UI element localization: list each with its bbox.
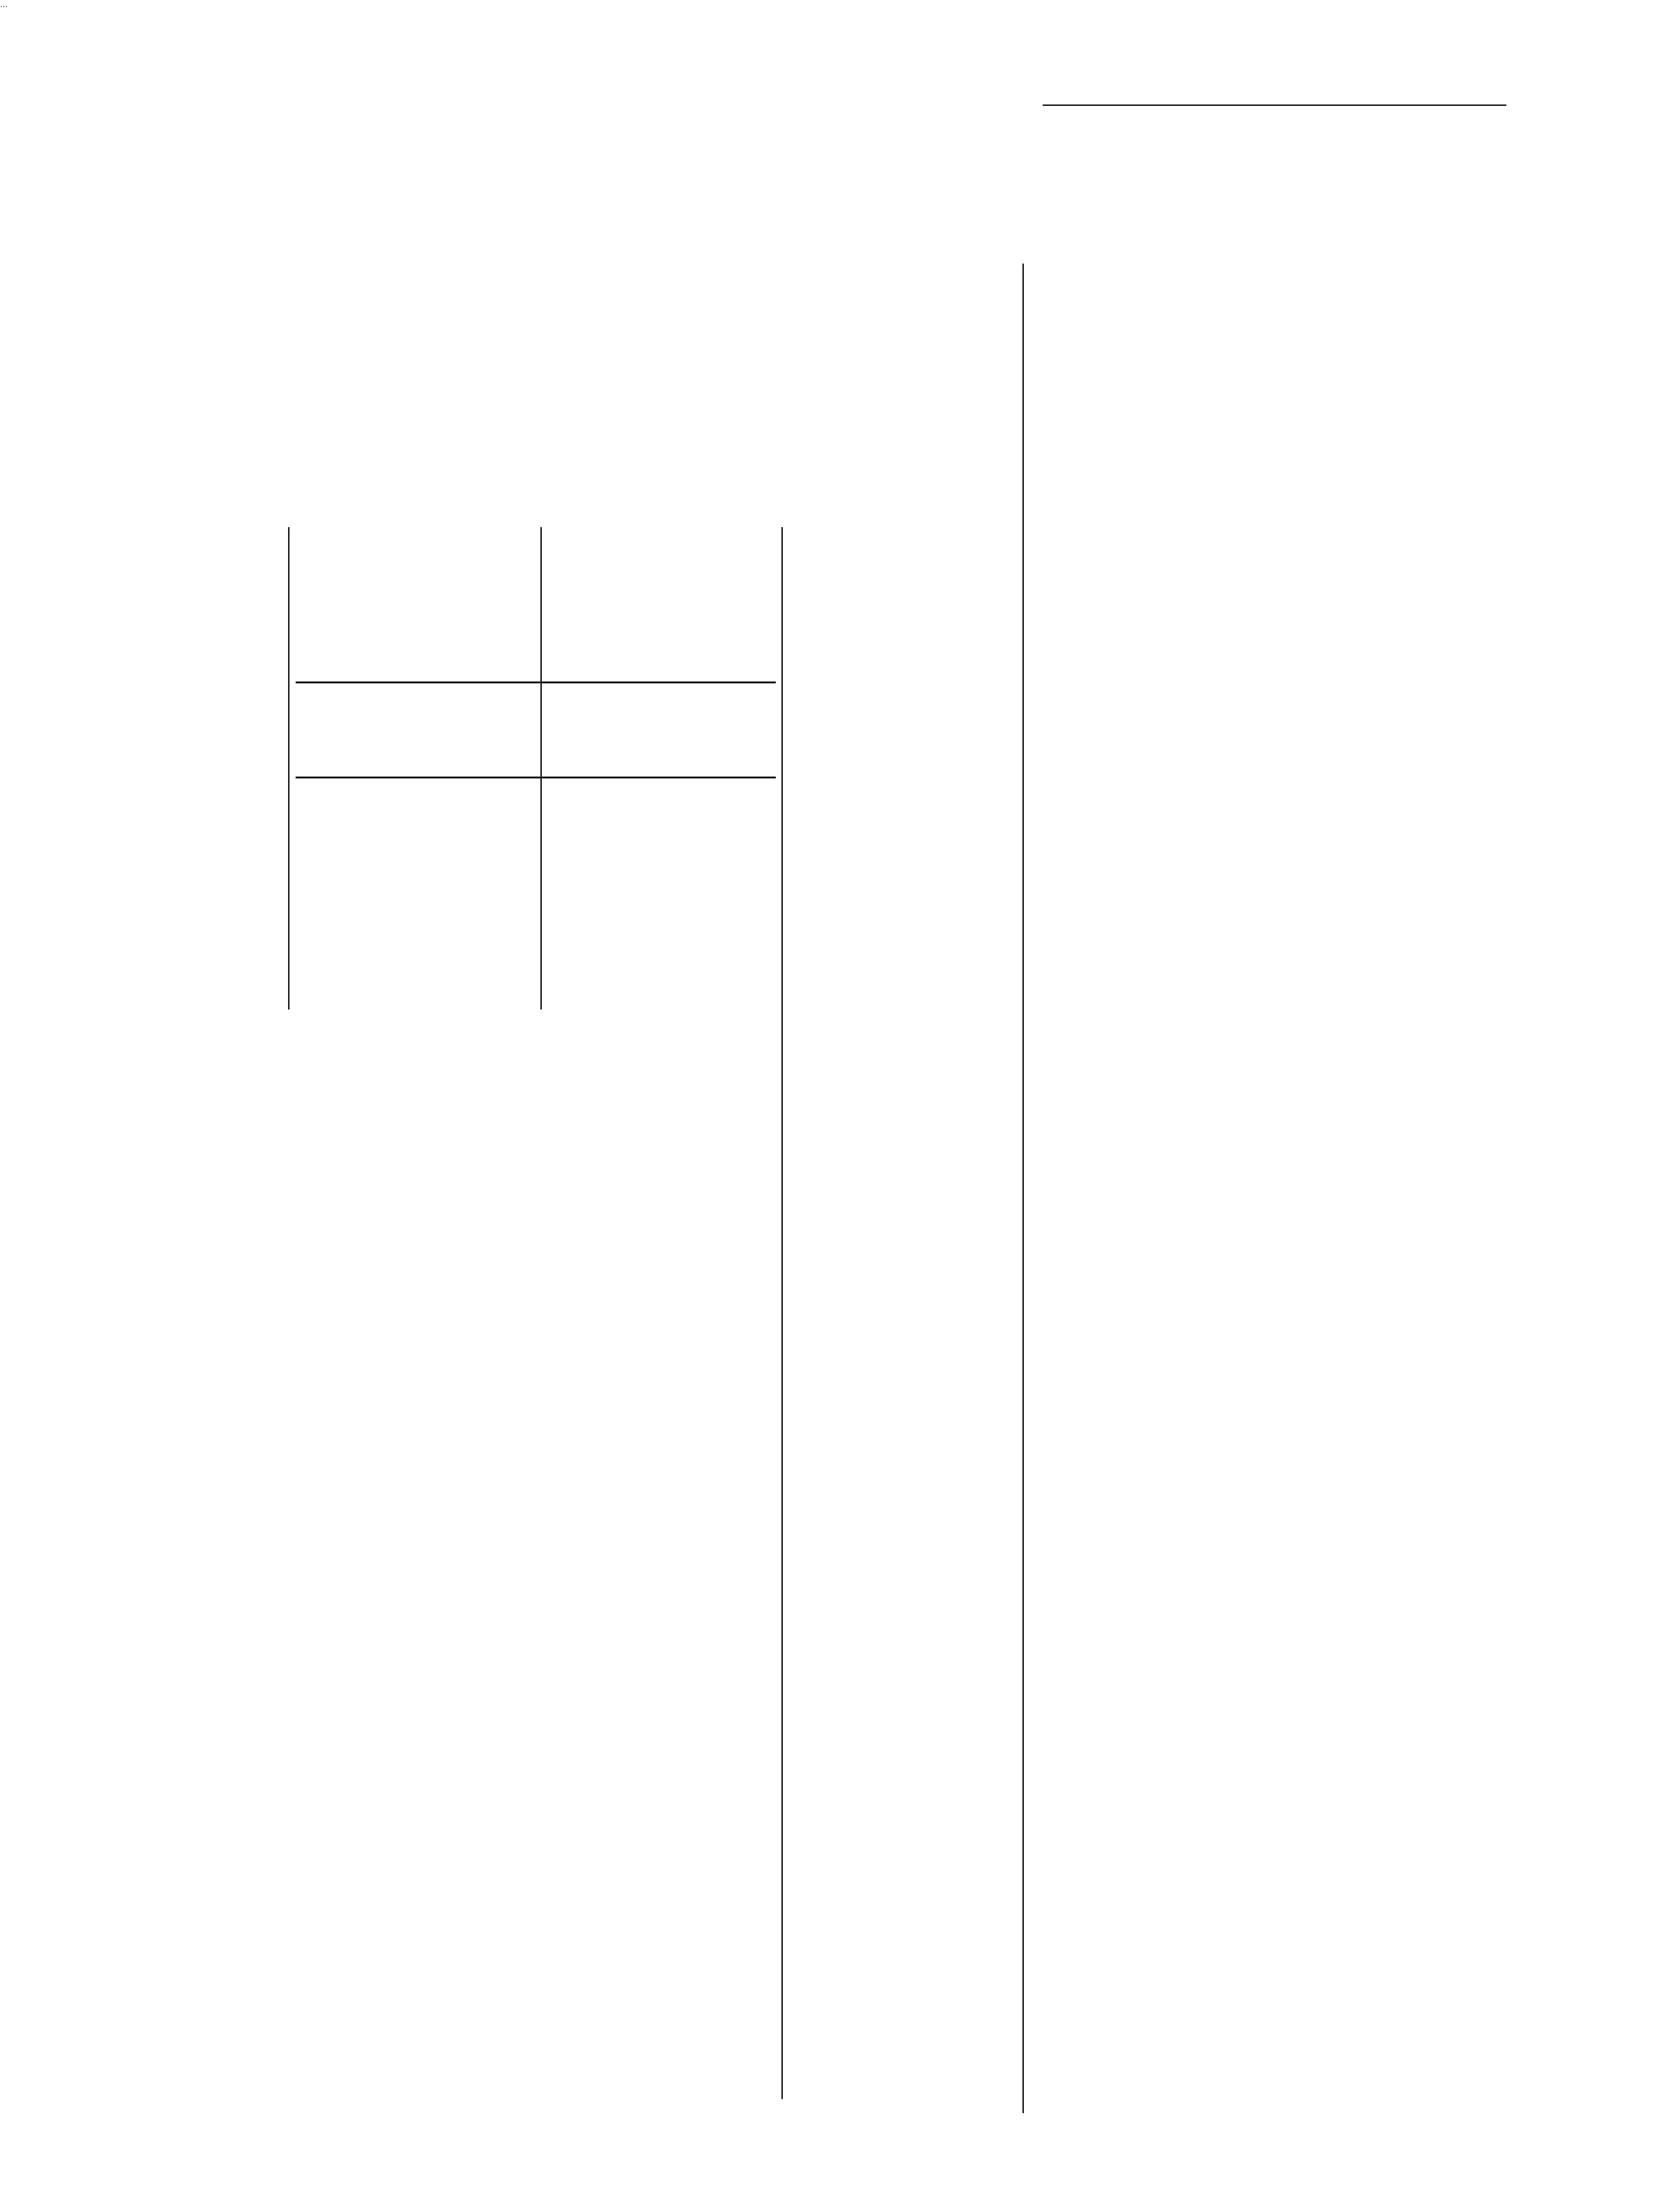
masthead-rule	[1043, 104, 1506, 106]
column-rule	[1022, 264, 1024, 2113]
article-column-2-bottom	[296, 788, 533, 789]
byline-rule-bottom	[296, 777, 776, 778]
column-rule	[540, 527, 542, 1010]
article-column-3-top	[547, 529, 775, 530]
article-column-2-top	[296, 529, 533, 540]
column-rule	[781, 527, 783, 2099]
article-column-1	[47, 529, 280, 530]
column-rule	[288, 527, 290, 1010]
article-column-3-bottom	[547, 788, 775, 789]
byline-rule-top	[296, 681, 776, 683]
